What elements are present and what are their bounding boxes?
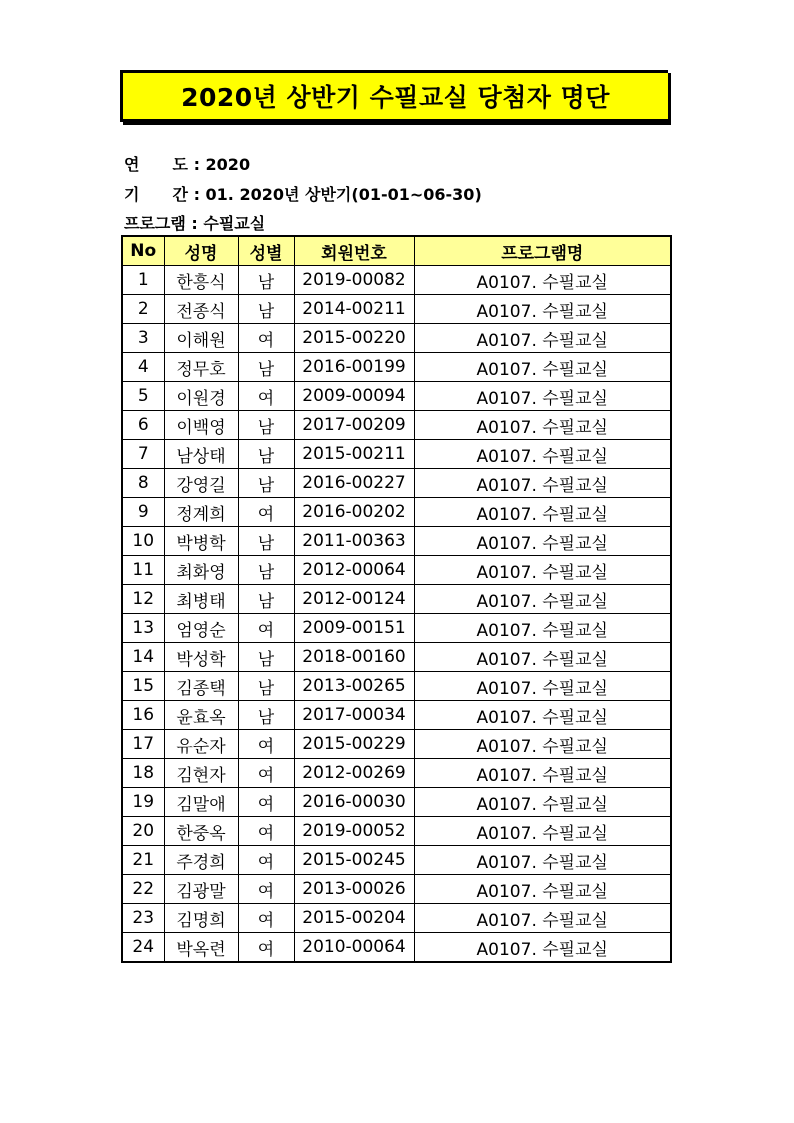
row-name: 유순자 bbox=[164, 730, 238, 759]
row-no: 12 bbox=[122, 585, 164, 614]
row-gender: 여 bbox=[238, 498, 294, 527]
row-no: 14 bbox=[122, 643, 164, 672]
row-no: 24 bbox=[122, 933, 164, 963]
row-gender: 여 bbox=[238, 730, 294, 759]
row-member-number: 2011-00363 bbox=[294, 527, 414, 556]
row-gender: 남 bbox=[238, 353, 294, 382]
row-program-name: A0107. 수필교실 bbox=[414, 730, 671, 759]
row-member-number: 2009-00094 bbox=[294, 382, 414, 411]
row-name: 이원경 bbox=[164, 382, 238, 411]
table-row bbox=[122, 556, 671, 585]
row-member-number: 2013-00265 bbox=[294, 672, 414, 701]
row-gender: 남 bbox=[238, 643, 294, 672]
row-gender: 남 bbox=[238, 266, 294, 295]
table-row bbox=[122, 817, 671, 846]
row-program-name: A0107. 수필교실 bbox=[414, 875, 671, 904]
row-program-name: A0107. 수필교실 bbox=[414, 411, 671, 440]
row-no: 21 bbox=[122, 846, 164, 875]
row-member-number: 2015-00211 bbox=[294, 440, 414, 469]
table-row bbox=[122, 788, 671, 817]
row-gender: 남 bbox=[238, 527, 294, 556]
table-row bbox=[122, 498, 671, 527]
table-row bbox=[122, 730, 671, 759]
row-gender: 여 bbox=[238, 324, 294, 353]
row-no: 5 bbox=[122, 382, 164, 411]
row-no: 22 bbox=[122, 875, 164, 904]
row-member-number: 2016-00030 bbox=[294, 788, 414, 817]
page-title: 2020년 상반기 수필교실 당첨자 명단 bbox=[181, 83, 610, 112]
row-gender: 여 bbox=[238, 788, 294, 817]
row-gender: 여 bbox=[238, 875, 294, 904]
row-program-name: A0107. 수필교실 bbox=[414, 643, 671, 672]
table-row bbox=[122, 266, 671, 295]
table-row bbox=[122, 759, 671, 788]
table-row bbox=[122, 440, 671, 469]
row-name: 이해원 bbox=[164, 324, 238, 353]
row-no: 20 bbox=[122, 817, 164, 846]
row-member-number: 2012-00269 bbox=[294, 759, 414, 788]
row-program-name: A0107. 수필교실 bbox=[414, 933, 671, 963]
row-program-name: A0107. 수필교실 bbox=[414, 498, 671, 527]
row-name: 한흥식 bbox=[164, 266, 238, 295]
table-row bbox=[122, 411, 671, 440]
row-program-name: A0107. 수필교실 bbox=[414, 382, 671, 411]
row-gender: 남 bbox=[238, 440, 294, 469]
row-no: 2 bbox=[122, 295, 164, 324]
table-row bbox=[122, 672, 671, 701]
row-program-name: A0107. 수필교실 bbox=[414, 759, 671, 788]
row-member-number: 2016-00199 bbox=[294, 353, 414, 382]
row-no: 6 bbox=[122, 411, 164, 440]
row-name: 김광말 bbox=[164, 875, 238, 904]
row-gender: 여 bbox=[238, 933, 294, 963]
row-no: 19 bbox=[122, 788, 164, 817]
row-gender: 남 bbox=[238, 295, 294, 324]
row-member-number: 2012-00064 bbox=[294, 556, 414, 585]
row-gender: 여 bbox=[238, 904, 294, 933]
period-label-char-2: 간 bbox=[172, 185, 188, 204]
row-name: 이백영 bbox=[164, 411, 238, 440]
row-program-name: A0107. 수필교실 bbox=[414, 846, 671, 875]
table-row bbox=[122, 614, 671, 643]
row-member-number: 2017-00209 bbox=[294, 411, 414, 440]
row-name: 김종택 bbox=[164, 672, 238, 701]
row-program-name: A0107. 수필교실 bbox=[414, 585, 671, 614]
row-program-name: A0107. 수필교실 bbox=[414, 556, 671, 585]
row-no: 18 bbox=[122, 759, 164, 788]
header-no: No bbox=[122, 236, 164, 266]
row-member-number: 2010-00064 bbox=[294, 933, 414, 963]
table-row bbox=[122, 904, 671, 933]
row-name: 정계희 bbox=[164, 498, 238, 527]
row-gender: 여 bbox=[238, 382, 294, 411]
table-row bbox=[122, 324, 671, 353]
row-program-name: A0107. 수필교실 bbox=[414, 295, 671, 324]
row-member-number: 2012-00124 bbox=[294, 585, 414, 614]
year-label bbox=[124, 152, 188, 175]
row-program-name: A0107. 수필교실 bbox=[414, 817, 671, 846]
row-program-name: A0107. 수필교실 bbox=[414, 701, 671, 730]
row-gender: 남 bbox=[238, 672, 294, 701]
row-name: 박옥련 bbox=[164, 933, 238, 963]
row-name: 전종식 bbox=[164, 295, 238, 324]
row-name: 주경희 bbox=[164, 846, 238, 875]
row-no: 11 bbox=[122, 556, 164, 585]
row-no: 10 bbox=[122, 527, 164, 556]
table-body bbox=[122, 266, 671, 963]
row-member-number: 2019-00052 bbox=[294, 817, 414, 846]
row-gender: 여 bbox=[238, 614, 294, 643]
row-name: 강영길 bbox=[164, 469, 238, 498]
row-program-name: A0107. 수필교실 bbox=[414, 672, 671, 701]
table-header-row bbox=[122, 236, 671, 266]
header-gender: 성별 bbox=[238, 236, 294, 266]
meta-period-line bbox=[124, 182, 482, 205]
row-no: 3 bbox=[122, 324, 164, 353]
row-name: 김현자 bbox=[164, 759, 238, 788]
table-row bbox=[122, 382, 671, 411]
meta-year-line bbox=[124, 152, 250, 175]
row-member-number: 2015-00245 bbox=[294, 846, 414, 875]
row-gender: 남 bbox=[238, 556, 294, 585]
row-no: 9 bbox=[122, 498, 164, 527]
row-program-name: A0107. 수필교실 bbox=[414, 904, 671, 933]
row-no: 17 bbox=[122, 730, 164, 759]
meta-program-line bbox=[124, 211, 265, 234]
row-gender: 남 bbox=[238, 411, 294, 440]
header-program-name: 프로그램명 bbox=[414, 236, 671, 266]
row-name: 박병학 bbox=[164, 527, 238, 556]
row-name: 한중옥 bbox=[164, 817, 238, 846]
row-no: 23 bbox=[122, 904, 164, 933]
winners-table bbox=[121, 235, 672, 963]
period-label bbox=[124, 182, 188, 205]
row-member-number: 2016-00227 bbox=[294, 469, 414, 498]
row-no: 16 bbox=[122, 701, 164, 730]
row-name: 엄영순 bbox=[164, 614, 238, 643]
row-name: 남상태 bbox=[164, 440, 238, 469]
table-row bbox=[122, 295, 671, 324]
row-member-number: 2017-00034 bbox=[294, 701, 414, 730]
row-program-name: A0107. 수필교실 bbox=[414, 614, 671, 643]
row-program-name: A0107. 수필교실 bbox=[414, 324, 671, 353]
program-value: : 수필교실 bbox=[185, 214, 266, 233]
row-name: 최화영 bbox=[164, 556, 238, 585]
period-label-char-1: 기 bbox=[124, 185, 140, 204]
row-member-number: 2016-00202 bbox=[294, 498, 414, 527]
row-no: 7 bbox=[122, 440, 164, 469]
row-program-name: A0107. 수필교실 bbox=[414, 527, 671, 556]
row-program-name: A0107. 수필교실 bbox=[414, 440, 671, 469]
row-program-name: A0107. 수필교실 bbox=[414, 788, 671, 817]
table-row bbox=[122, 933, 671, 963]
row-program-name: A0107. 수필교실 bbox=[414, 266, 671, 295]
row-no: 1 bbox=[122, 266, 164, 295]
row-member-number: 2014-00211 bbox=[294, 295, 414, 324]
row-name: 김말애 bbox=[164, 788, 238, 817]
header-member-number: 회원번호 bbox=[294, 236, 414, 266]
table-row bbox=[122, 469, 671, 498]
row-no: 4 bbox=[122, 353, 164, 382]
year-label-char-1: 연 bbox=[124, 155, 140, 174]
row-member-number: 2015-00220 bbox=[294, 324, 414, 353]
row-member-number: 2015-00229 bbox=[294, 730, 414, 759]
row-member-number: 2015-00204 bbox=[294, 904, 414, 933]
row-gender: 여 bbox=[238, 846, 294, 875]
row-member-number: 2009-00151 bbox=[294, 614, 414, 643]
period-value: : 01. 2020년 상반기(01-01~06-30) bbox=[188, 185, 482, 204]
row-gender: 남 bbox=[238, 469, 294, 498]
table-row bbox=[122, 701, 671, 730]
row-gender: 남 bbox=[238, 585, 294, 614]
table-row bbox=[122, 585, 671, 614]
year-value: : 2020 bbox=[188, 155, 251, 174]
year-label-char-2: 도 bbox=[172, 155, 188, 174]
row-member-number: 2018-00160 bbox=[294, 643, 414, 672]
row-member-number: 2013-00026 bbox=[294, 875, 414, 904]
program-label: 프로그램 bbox=[124, 214, 186, 233]
row-program-name: A0107. 수필교실 bbox=[414, 353, 671, 382]
table-row bbox=[122, 875, 671, 904]
table-row bbox=[122, 643, 671, 672]
row-program-name: A0107. 수필교실 bbox=[414, 469, 671, 498]
row-gender: 여 bbox=[238, 817, 294, 846]
row-no: 8 bbox=[122, 469, 164, 498]
row-no: 13 bbox=[122, 614, 164, 643]
row-name: 윤효옥 bbox=[164, 701, 238, 730]
title-banner bbox=[120, 70, 668, 122]
row-no: 15 bbox=[122, 672, 164, 701]
table-row bbox=[122, 527, 671, 556]
row-member-number: 2019-00082 bbox=[294, 266, 414, 295]
row-name: 박성학 bbox=[164, 643, 238, 672]
row-gender: 남 bbox=[238, 701, 294, 730]
row-gender: 여 bbox=[238, 759, 294, 788]
row-name: 김명희 bbox=[164, 904, 238, 933]
row-name: 정무호 bbox=[164, 353, 238, 382]
header-name: 성명 bbox=[164, 236, 238, 266]
table-row bbox=[122, 846, 671, 875]
table-row bbox=[122, 353, 671, 382]
row-name: 최병태 bbox=[164, 585, 238, 614]
